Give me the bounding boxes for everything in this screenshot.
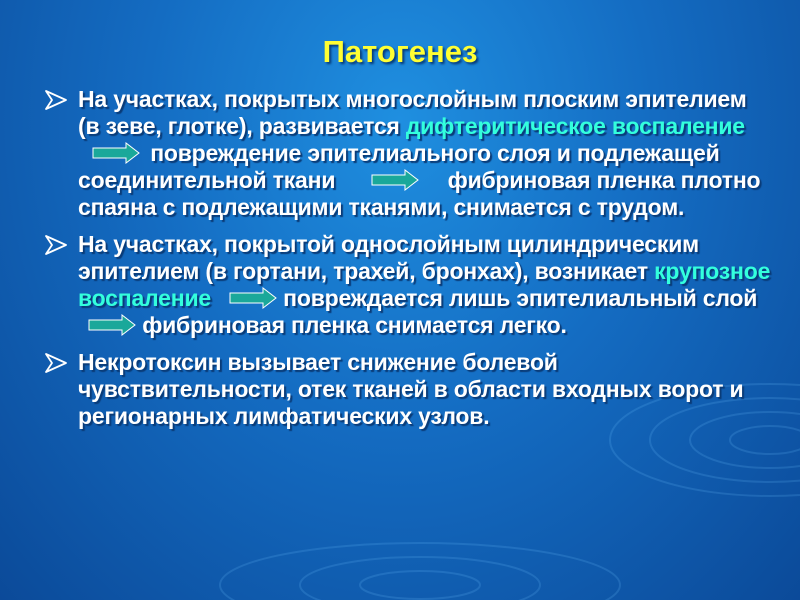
arrowhead-bullet-icon bbox=[44, 352, 68, 374]
bullet-text-part: На участках, покрытых многослойным плоским эпителием (в зеве, глотке), развивается bbox=[78, 86, 747, 139]
arrowhead-bullet-icon bbox=[44, 234, 68, 256]
right-arrow-icon bbox=[229, 287, 277, 309]
bullet-text bbox=[78, 231, 774, 339]
bullet-text-part: повреждение эпителиального слоя и подлежащей соединительной ткани bbox=[78, 140, 720, 193]
bullet-list bbox=[44, 86, 774, 440]
arrowhead-bullet-icon bbox=[44, 89, 68, 111]
bullet-text-part: фибриновая пленка плотно спаяна с подлежащими тканями, снимается с трудом. bbox=[78, 167, 761, 220]
bullet-item bbox=[44, 349, 774, 430]
bullet-text-part: фибриновая пленка снимается легко. bbox=[136, 312, 567, 338]
bullet-item bbox=[44, 86, 774, 221]
bullet-text bbox=[78, 349, 774, 430]
slide-title: Патогенез bbox=[322, 34, 478, 69]
bullet-text bbox=[78, 86, 774, 221]
right-arrow-icon bbox=[92, 142, 140, 164]
bullet-text-part: Некротоксин вызывает снижение болевой чувствительности, отек тканей в области входных ворот и регионарных лимфатических узлов. bbox=[78, 349, 744, 429]
highlight-term: крупозное воспаление bbox=[78, 258, 771, 311]
bullet-text-part: На участках, покрытой однослойным цилиндрическим эпителием (в гортани, трахей, бронхах), возникает bbox=[78, 231, 699, 284]
bullet-text-part: повреждается лишь эпителиальный слой bbox=[276, 285, 758, 311]
right-arrow-icon bbox=[88, 314, 136, 336]
highlight-term: дифтеритическое воспаление bbox=[405, 113, 745, 139]
right-arrow-icon bbox=[371, 169, 419, 191]
bullet-item bbox=[44, 231, 774, 339]
